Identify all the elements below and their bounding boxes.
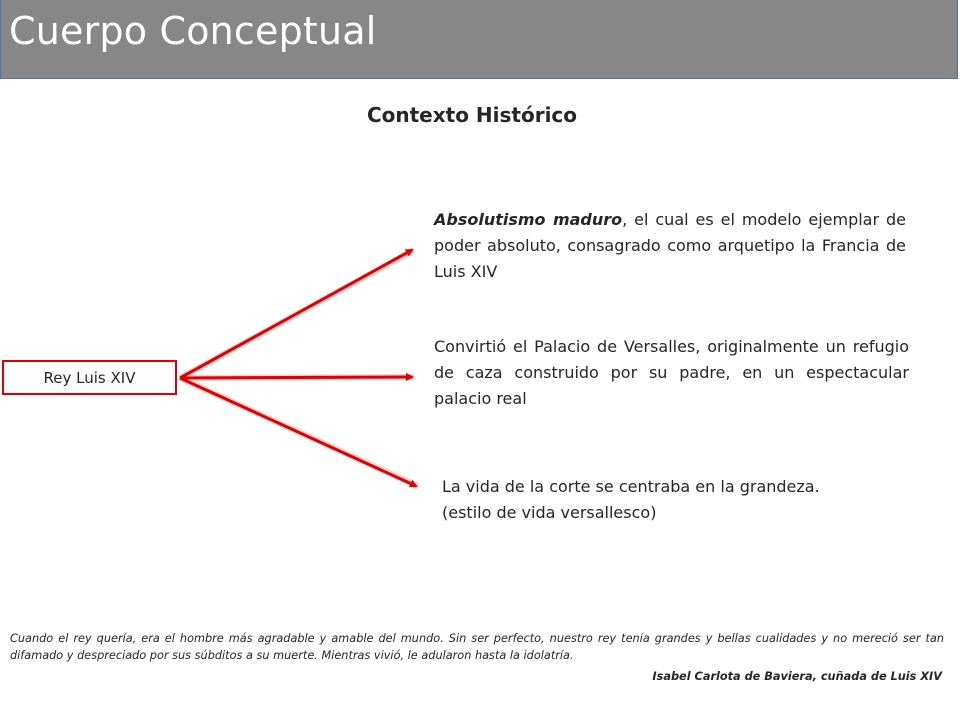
slide-title: Cuerpo Conceptual: [9, 9, 377, 53]
rey-luis-xiv-node: [2, 360, 177, 395]
quote-text: Cuando el rey quería, era el hombre más agradable y amable del mundo. Sin ser perfecto, nuestro rey tenía grandes y bellas cualidades y no mereció ser tan difamado y despreciado por sus súbditos a su muerte. Mientras vivió, le adularon hasta la idolatría.: [10, 632, 944, 662]
absolutismo-emphasis: Absolutismo maduro: [434, 210, 623, 229]
branch-absolutismo: [434, 207, 906, 285]
corte-line-2: (estilo de vida versallesco): [442, 503, 657, 522]
versalles-text: Convirtió el Palacio de Versalles, originalmente un refugio de caza construido por su padre, en un espectacular palacio real: [434, 337, 909, 408]
absolutismo-text: , el cual es el modelo ejemplar de poder absoluto, consagrado como arquetipo la Francia de Luis XIV: [434, 210, 906, 281]
quote-author: Isabel Carlota de Baviera, cuñada de Luis XIV: [652, 670, 942, 683]
arrow-to-versalles: [180, 377, 412, 378]
branch-corte: [442, 474, 882, 526]
branch-versalles: [434, 334, 909, 412]
arrow-to-corte: [180, 378, 416, 486]
rey-luis-xiv-label: Rey Luis XIV: [43, 368, 136, 387]
corte-line-1: La vida de la corte se centraba en la grandeza.: [442, 477, 820, 496]
arrow-to-absolutismo: [180, 250, 412, 378]
section-title: Contexto Histórico: [366, 103, 578, 127]
